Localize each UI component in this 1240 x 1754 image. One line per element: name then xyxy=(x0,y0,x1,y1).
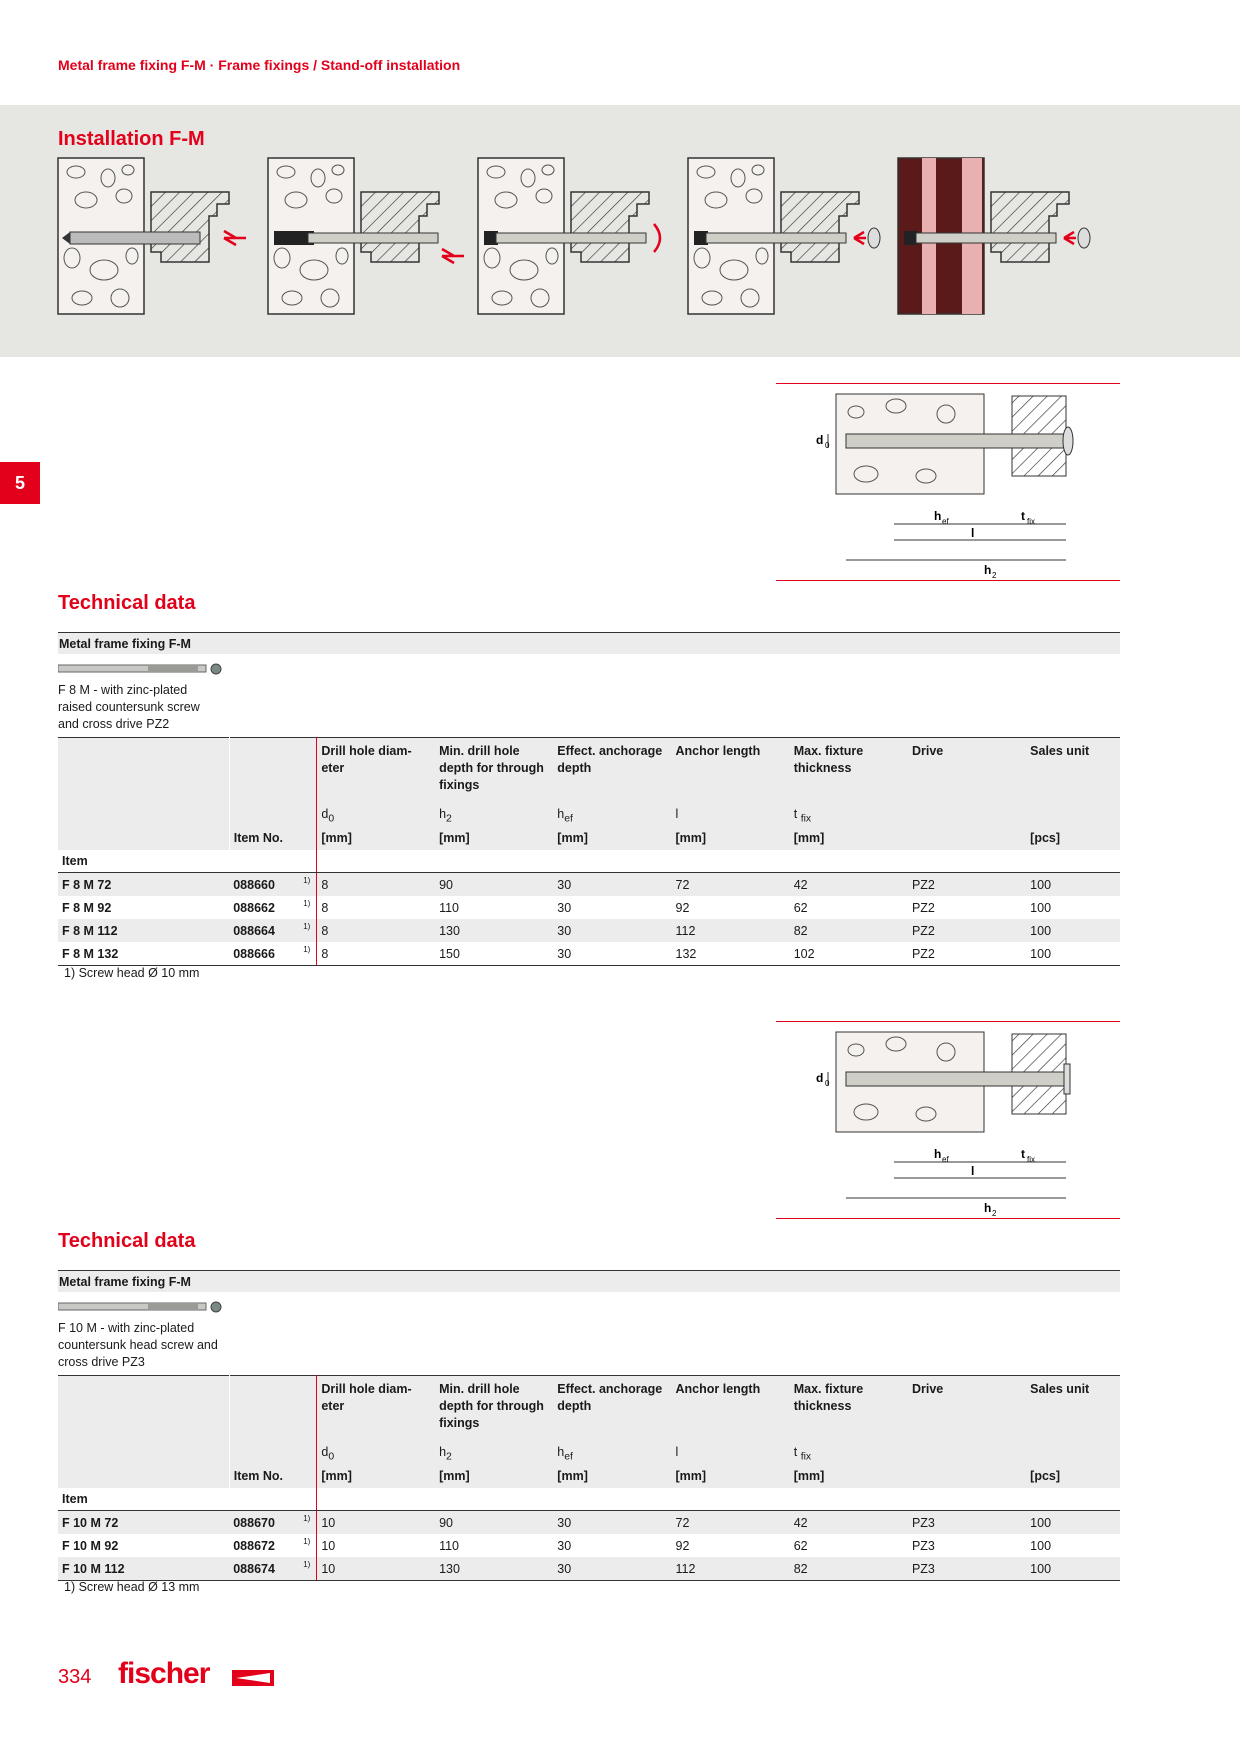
svg-text:ef: ef xyxy=(942,517,949,526)
section-1-product-bar: Metal frame fixing F-M xyxy=(58,632,1120,654)
svg-text:0: 0 xyxy=(825,1079,830,1088)
step-5-brick xyxy=(898,158,1090,314)
table-row: F 8 M 72 088660 1) 8 90 30 72 42 PZ2 100 xyxy=(58,873,1120,897)
step-2-insert xyxy=(268,158,464,314)
tech-table-f10m: Drill hole diam-eter Min. drill hole depth for through fixings Effect. anchorage depth Anchor length Max. fixture thickness Drive Sales unit Item No. $d_0$ [mm] $h_2$ [mm] $h_{ef}$ [mm] l [mm] t $_{fix}$ [mm] [pcs] Item F 10 M 72 088670 1) 10 90 30 72 42 PZ3 100 F 10 M 92 088672 1) 10 110 30 92 62 PZ3 100 F 10 M 112 088674 1) 10 130 30 112 82 PZ3 100 xyxy=(58,1375,1120,1581)
step-3-rotate xyxy=(478,158,660,314)
installation-steps xyxy=(0,0,1240,360)
tech-table-f8m: Drill hole diam-eter Min. drill hole depth for through fixings Effect. anchorage depth Anchor length Max. fixture thickness Drive Sales unit Item No. $d_0$ [mm] $h_2$ [mm] $h_{ef}$ [mm] l [mm] t $_{fix}$ [mm] [pcs] Item F 8 M 72 088660 1) 8 90 30 72 42 PZ2 100 F 8 M 92 088662 1) 8 110 30 92 62 PZ2 100 F 8 M 112 088664 1) 8 130 30 112 82 PZ2 100 F 8 M 132 088666 1) 8 150 30 132 102 PZ2 100 xyxy=(58,737,1120,966)
svg-text:fix: fix xyxy=(1027,517,1035,526)
table-row: F 8 M 132 088666 1) 8 150 30 132 102 PZ2 100 xyxy=(58,942,1120,966)
svg-text:d: d xyxy=(816,1071,824,1085)
svg-text:h: h xyxy=(934,509,942,523)
svg-text:h: h xyxy=(984,563,992,577)
svg-text:ef: ef xyxy=(942,1155,949,1164)
brand-badge-icon xyxy=(232,1670,274,1686)
section-1-footnote: 1) Screw head Ø 10 mm xyxy=(64,966,200,980)
svg-text:fix: fix xyxy=(1027,1155,1035,1164)
table-row: F 10 M 72 088670 1) 10 90 30 72 42 PZ3 100 xyxy=(58,1511,1120,1535)
table-row: F 8 M 92 088662 1) 8 110 30 92 62 PZ2 100 xyxy=(58,896,1120,919)
chapter-tab[interactable]: 5 xyxy=(0,462,40,504)
svg-text:2: 2 xyxy=(992,571,997,580)
dimension-diagram-1 xyxy=(776,383,1120,581)
section-1-description: F 8 M - with zinc-plated raised countersunk screw and cross drive PZ2 xyxy=(58,683,200,731)
table-row: F 10 M 112 088674 1) 10 130 30 112 82 PZ3 100 xyxy=(58,1557,1120,1581)
dimension-diagram-2 xyxy=(776,1021,1120,1219)
brand-logo: fischer xyxy=(118,1657,210,1690)
svg-text:t: t xyxy=(1021,1147,1025,1161)
d0-label: d xyxy=(816,433,824,447)
breadcrumb: Metal frame fixing F-M · Frame fixings / Stand-off installation xyxy=(58,57,461,73)
step-1-drill xyxy=(58,158,246,314)
section-2-description: F 10 M - with zinc-plated countersunk head screw and cross drive PZ3 xyxy=(58,1321,218,1369)
svg-text:l: l xyxy=(971,1164,975,1178)
svg-text:2: 2 xyxy=(992,1209,997,1218)
table-row: F 10 M 92 088672 1) 10 110 30 92 62 PZ3 100 xyxy=(58,1534,1120,1557)
page-number: 334 xyxy=(58,1666,92,1688)
svg-text:h: h xyxy=(984,1201,992,1215)
svg-text:h: h xyxy=(934,1147,942,1161)
svg-text:0: 0 xyxy=(825,441,830,450)
section-2-product-bar: Metal frame fixing F-M xyxy=(58,1270,1120,1292)
svg-text:t: t xyxy=(1021,509,1025,523)
fixing-image-f10m xyxy=(58,1300,228,1314)
item-header: Item xyxy=(58,850,229,873)
section-1-title: Technical data xyxy=(58,592,196,614)
section-2-title: Technical data xyxy=(58,1230,196,1252)
fixing-image-f8m xyxy=(58,662,228,676)
table-row: F 8 M 112 088664 1) 8 130 30 112 82 PZ2 100 xyxy=(58,919,1120,942)
installation-title: Installation F-M xyxy=(58,128,205,150)
svg-text:l: l xyxy=(971,526,975,540)
section-2-footnote: 1) Screw head Ø 13 mm xyxy=(64,1580,200,1594)
step-4-screw xyxy=(688,158,880,314)
